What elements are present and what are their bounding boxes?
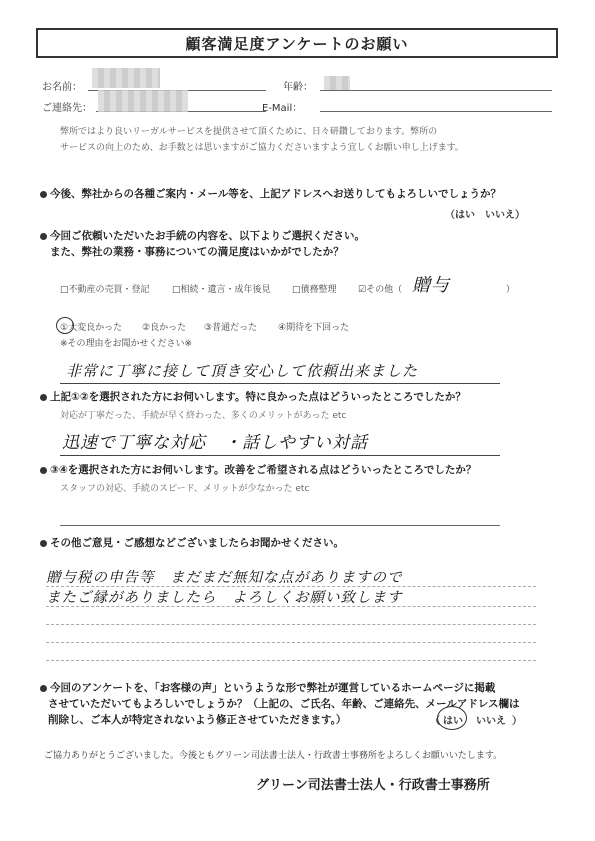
name-redaction bbox=[92, 68, 160, 88]
q3-example: 対応が丁寧だった、手続が早く終わった、多くのメリットがあった etc bbox=[60, 411, 347, 421]
question-3: 上記①②を選択された方にお伺いします。特に良かった点はどういったところでしたか？ bbox=[40, 389, 560, 405]
survey-title: 顧客満足度アンケートのお願い bbox=[36, 28, 558, 58]
rating-option-2[interactable]: ②良かった bbox=[142, 323, 187, 333]
age-field[interactable] bbox=[320, 90, 552, 91]
q5-handwritten-line-2: またご縁がありましたら よろしくお願い致します bbox=[46, 590, 403, 606]
office-name: グリーン司法書士法人・行政書士事務所 bbox=[256, 778, 490, 793]
age-label: 年齢： bbox=[283, 82, 313, 93]
q3-handwritten: 迅速で丁寧な対応 ・話しやすい対話 bbox=[62, 433, 368, 453]
q5-line-5 bbox=[46, 660, 536, 661]
bullet-icon bbox=[40, 191, 47, 198]
question-6: 今回のアンケートを、「お客様の声」というような形で弊社が運営しているホームページに掲載 させていただいてもよろしいでしょうか？（上記の、ご氏名、年齢、ご連絡先、メールアドレス欄は 削除し、ご本人が特定されないよう修正させていただきます。） bbox=[40, 680, 570, 728]
bullet-icon bbox=[40, 467, 47, 474]
reason-handwritten: 非常に丁寧に接して頂き安心して依頼出来ました bbox=[66, 362, 419, 380]
bullet-icon bbox=[40, 394, 47, 401]
intro-line-2: サービスの向上のため、お手数とは思いますがご協力くださいますよう宜しくお願い申し上げます。 bbox=[60, 143, 464, 153]
q6-paren-close: ） bbox=[512, 716, 522, 727]
reason-label: ※その理由をお聞かせください※ bbox=[60, 339, 193, 349]
q3-line bbox=[60, 455, 500, 456]
bullet-icon bbox=[40, 685, 47, 692]
service-other-close: ） bbox=[506, 285, 516, 295]
contact-label: ご連絡先： bbox=[42, 103, 92, 114]
bullet-icon bbox=[40, 233, 47, 240]
email-field[interactable] bbox=[320, 111, 552, 112]
q1-options[interactable]: （はい いいえ） bbox=[445, 210, 525, 221]
rating-selected-mark bbox=[56, 317, 74, 334]
service-option-other[interactable]: ☑その他（ bbox=[358, 285, 403, 295]
question-4: ③④を選択された方にお伺いします。改善をご希望される点はどういったところでしたか？ bbox=[40, 462, 560, 478]
age-redaction bbox=[324, 76, 350, 90]
reason-line bbox=[60, 383, 500, 384]
email-label: E-Mail： bbox=[262, 103, 303, 114]
q6-option-yes[interactable]: はい bbox=[443, 716, 463, 727]
rating-option-1[interactable]: ①大変良かった bbox=[60, 323, 123, 333]
rating-option-3[interactable]: ③普通だった bbox=[204, 323, 258, 333]
bullet-icon bbox=[40, 540, 47, 547]
q6-paren-open: （ bbox=[430, 716, 440, 727]
question-5: その他ご意見・ご感想などございましたらお聞かせください。 bbox=[40, 535, 560, 551]
intro-line-1: 弊所ではより良いリーガルサービスを提供させて頂くために、日々研鑽しております。弊所の bbox=[60, 127, 438, 137]
service-other-handwritten: 贈与 bbox=[412, 275, 450, 296]
q5-handwritten-line-1: 贈与税の申告等 まだまだ無知な点がありますので bbox=[46, 570, 403, 586]
q6-option-no[interactable]: いいえ bbox=[476, 716, 506, 727]
q6-yes-selected-mark bbox=[437, 706, 467, 730]
q4-example: スタッフの対応、手続のスピード、メリットが少なかった etc bbox=[60, 484, 310, 494]
service-option-inheritance[interactable]: □相続・遺言・成年後見 bbox=[172, 285, 271, 295]
question-1: 今後、弊社からの各種ご案内・メール等を、上記アドレスへお送りしてもよろしいでしょうか？ bbox=[40, 186, 560, 202]
service-option-debt[interactable]: □債務整理 bbox=[292, 285, 337, 295]
contact-redaction bbox=[98, 90, 188, 112]
question-2: 今回ご依頼いただいたお手続の内容を、以下よりご選択ください。 また、弊社の業務・事務についての満足度はいかがでしたか？ bbox=[40, 228, 560, 260]
q5-line-3 bbox=[46, 624, 536, 625]
closing-message: ご協力ありがとうございました。今後ともグリーン司法書士法人・行政書士事務所をよろしくお願いいたします。 bbox=[44, 751, 503, 761]
name-label: お名前： bbox=[42, 82, 82, 93]
service-option-real-estate[interactable]: □不動産の売買・登記 bbox=[60, 285, 150, 295]
rating-option-4[interactable]: ④期待を下回った bbox=[278, 323, 350, 333]
q4-line bbox=[60, 525, 500, 526]
q5-line-2 bbox=[46, 606, 536, 607]
q5-line-4 bbox=[46, 642, 536, 643]
